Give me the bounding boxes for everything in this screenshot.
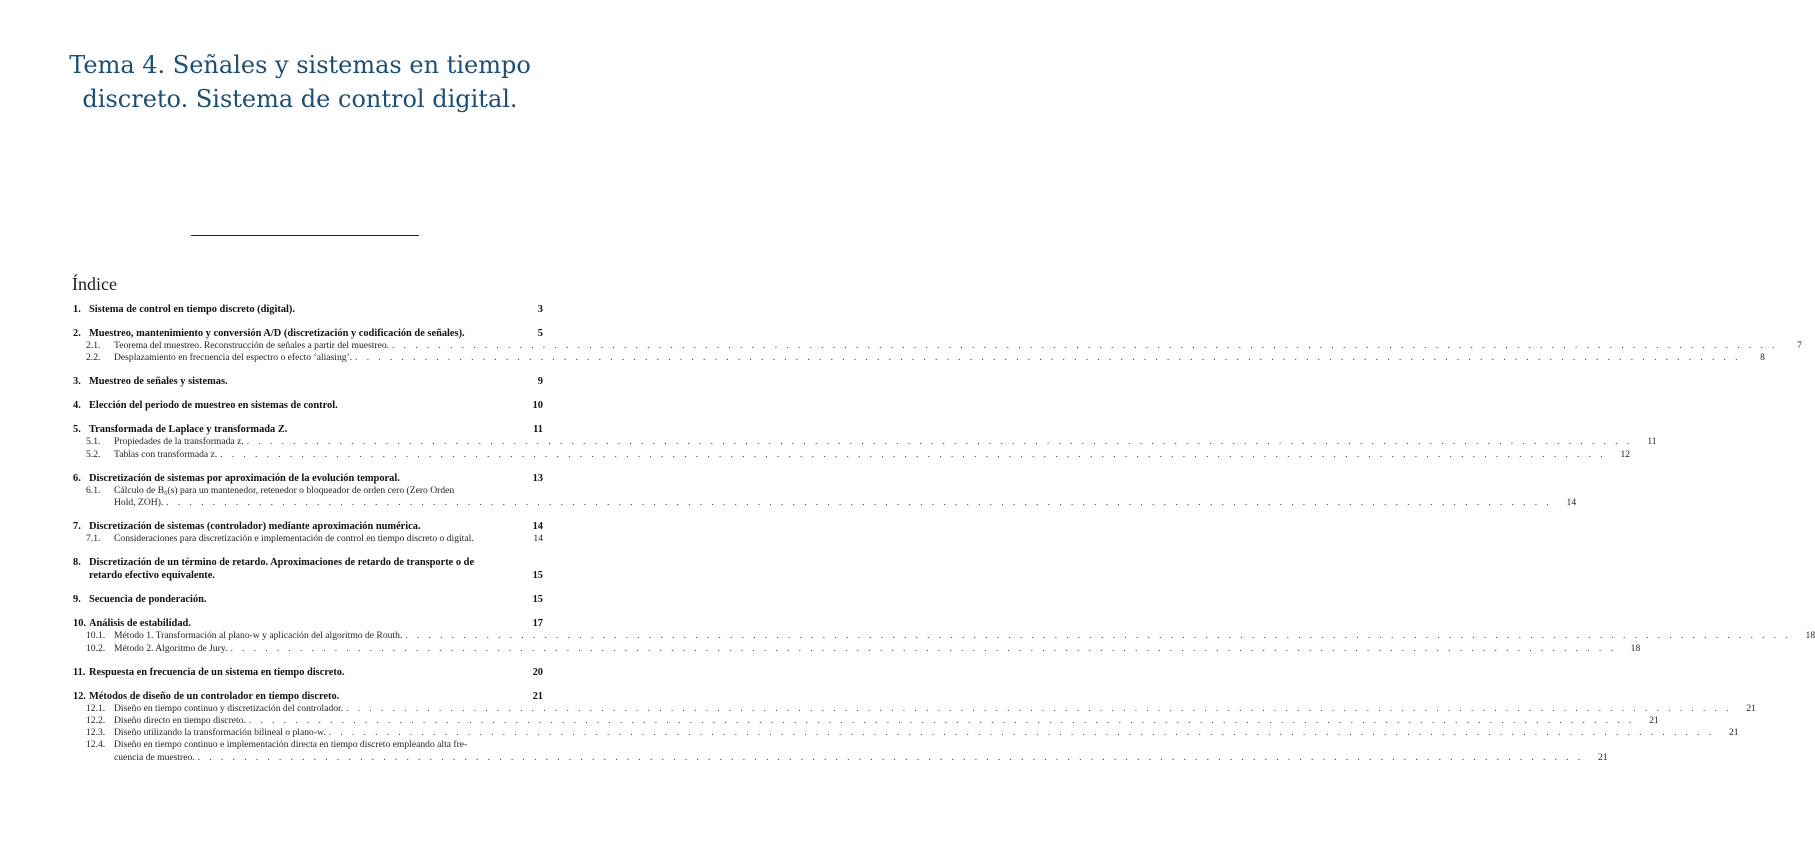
toc-leader-dots: . . . . . . . . . . . . . . . . . . . . . . . . . . . . . . . . . . . . . . . . . . . . . . . . . . . . . . . . . . . . . . . . . . . . . . . . . . . . . . . . . . . . . . . . . . . . . . . . . . . . . . . . . . . . . . . . . . . . . . . . bbox=[248, 715, 1635, 727]
toc-subentry-title: Método 1. Transformación al plano-w y aplicación del algoritmo de Routh. bbox=[114, 630, 403, 642]
toc-entry-number: 3. bbox=[73, 376, 81, 388]
toc-subentry-number: 12.2. bbox=[86, 715, 106, 727]
toc-subentry-page: 21 bbox=[1649, 715, 1659, 727]
toc-subentry-number: 12.3. bbox=[86, 727, 106, 739]
toc-subentry-page: 7 bbox=[1797, 340, 1802, 351]
toc-section bbox=[73, 556, 543, 582]
toc-subentry-title: Desplazamiento en frecuencia del espectro o efecto ‘aliasing’. bbox=[114, 352, 353, 364]
toc-subentry-title: Diseño utilizando la transformación bilineal o plano-w. bbox=[114, 727, 326, 739]
toc-leader-dots: . . . . . . . . . . . . . . . . . . . . . . . . . . . . . . . . . . . . . . . . . . . . . . . . . . . . . . . . . . . . . . . . . . . . . . . . . . . . . . . . . . . . . . . . . . . . . . . . . . . . . . . . . . . . . . . . . . . . . . . . bbox=[355, 352, 1741, 364]
toc-leader-dots: . . . . . . . . . . . . . . . . . . . . . . . . . . . . . . . . . . . . . . . . . . . . . . . . . . . . . . . . . . . . . . . . . . . . . . . . . . . . . . . . . . . . . . . . . . . . . . . . . . . . . . . . . . . . . . . . . . . . . . . . bbox=[197, 751, 1584, 763]
toc-entry-title: Secuencia de ponderación. bbox=[89, 594, 207, 606]
toc-section bbox=[73, 375, 543, 388]
toc-entry-number: 11. bbox=[73, 666, 86, 678]
toc-entry-page: 15 bbox=[532, 594, 543, 606]
toc-subentry[interactable] bbox=[73, 739, 543, 751]
toc-section bbox=[73, 690, 1756, 764]
toc-subentry-continuation[interactable] bbox=[73, 751, 1608, 764]
toc-entry[interactable] bbox=[73, 520, 543, 533]
toc-subentry-page: 14 bbox=[533, 533, 543, 545]
toc-entry-title: Muestreo, mantenimiento y conversión A/D (discretización y codificación de señales). bbox=[89, 328, 465, 339]
toc-subentry[interactable] bbox=[73, 448, 1631, 461]
toc-entry[interactable] bbox=[73, 690, 543, 703]
toc-entry-page: 11 bbox=[533, 424, 543, 436]
toc-subentry[interactable] bbox=[73, 436, 1657, 448]
toc-subentry-number: 12.4. bbox=[86, 739, 106, 751]
toc-subentry-page: 21 bbox=[1597, 751, 1608, 763]
toc-subentry-number: 2.2. bbox=[86, 352, 101, 364]
toc-entry-number: 8. bbox=[73, 557, 81, 569]
toc-subentry-title: Consideraciones para discretización e implementación de control en tiempo discreto o digital. bbox=[114, 533, 474, 545]
toc-section bbox=[73, 520, 543, 545]
toc-subentry-title: Diseño en tiempo continuo y discretización del controlador. bbox=[114, 702, 344, 714]
toc-entry-page: 9 bbox=[537, 376, 543, 388]
toc-subentry-number: 10.1. bbox=[86, 630, 106, 642]
toc-leader-dots: . . . . . . . . . . . . . . . . . . . . . . . . . . . . . . . . . . . . . . . . . . . . . . . . . . . . . . . . . . . . . . . . . . . . . . . . . . . . . . . . . . . . . . . . . . . . . . . . . . . . . . . . . . . . . . . . . . . . . . . . bbox=[166, 497, 1553, 509]
toc-subentry-title: Tablas con transformada z. bbox=[114, 448, 218, 460]
toc-subentry-title: Diseño directo en tiempo discreto. bbox=[114, 715, 246, 727]
toc-entry[interactable] bbox=[73, 399, 543, 412]
toc-entry[interactable] bbox=[73, 472, 543, 485]
title-line-2: discreto. Sistema de control digital. bbox=[82, 85, 518, 113]
toc-subentry[interactable] bbox=[73, 630, 1815, 642]
toc-leader-dots: . . . . . . . . . . . . . . . . . . . . . . . . . . . . . . . . . . . . . . . . . . . . . . . . . . . . . . . . . . . . . . . . . . . . . . . . . . . . . . . . . . . . . . . . . . . . . . . . . . . . . . . . . . . . . . . . . . . . . . . . bbox=[392, 340, 1778, 351]
toc-subentry-title: Propiedades de la transformada z. bbox=[114, 436, 244, 448]
toc-entry[interactable] bbox=[73, 593, 543, 606]
toc-subentry[interactable] bbox=[73, 702, 1756, 715]
toc-subentry-title: Teorema del muestreo. Reconstrucción de señales a partir del muestreo. bbox=[114, 340, 390, 351]
toc-entry-title: Respuesta en frecuencia de un sistema en tiempo discreto. bbox=[89, 666, 345, 678]
toc-entry-number: 9. bbox=[73, 594, 81, 606]
toc-subentry-title: Diseño en tiempo continuo e implementación directa en tiempo discreto empleando alta fre- bbox=[114, 739, 468, 751]
toc-entry-page: 13 bbox=[532, 472, 543, 484]
toc-entry-number: 2. bbox=[73, 328, 81, 339]
toc-subentry-number: 10.2. bbox=[86, 642, 106, 654]
toc-entry[interactable] bbox=[73, 303, 543, 316]
title-line-1: Tema 4. Señales y sistemas en tiempo bbox=[69, 51, 531, 79]
toc-entry-page: 10 bbox=[532, 400, 543, 412]
toc-subentry-number: 7.1. bbox=[86, 533, 101, 545]
toc-entry-page: 17 bbox=[532, 618, 543, 630]
toc-entry[interactable] bbox=[73, 327, 543, 340]
toc-subentry-number: 6.1. bbox=[86, 484, 101, 496]
toc-subentry-page: 21 bbox=[1746, 702, 1756, 714]
toc-entry-title: Discretización de sistemas (controlador) mediante aproximación numérica. bbox=[89, 521, 421, 533]
toc-section bbox=[73, 617, 1815, 654]
toc-entry-title: Sistema de control en tiempo discreto (digital). bbox=[89, 304, 295, 315]
toc-entry-number: 4. bbox=[73, 400, 81, 412]
toc-section bbox=[73, 593, 543, 606]
toc-section bbox=[73, 399, 543, 412]
title-divider bbox=[191, 235, 419, 236]
toc-entry-number: 10. bbox=[73, 618, 86, 630]
toc-entry-title: Elección del periodo de muestreo en sistemas de control. bbox=[89, 400, 338, 412]
toc-subentry-title-cont: Hold, ZOH). bbox=[114, 497, 164, 509]
toc-subentry-page: 8 bbox=[1760, 352, 1765, 364]
toc-subentry-title-cont: cuencia de muestreo. bbox=[114, 751, 195, 763]
toc-entry-title: Discretización de un término de retardo. Aproximaciones de retardo de transporte o de bbox=[89, 557, 475, 569]
toc-subentry[interactable] bbox=[73, 533, 543, 545]
toc-entry-title: Métodos de diseño de un controlador en tiempo discreto. bbox=[89, 690, 340, 702]
toc-entry-page: 5 bbox=[537, 328, 543, 339]
toc-section bbox=[73, 666, 543, 679]
toc-subentry[interactable] bbox=[73, 727, 1739, 739]
toc-entry-page: 15 bbox=[532, 570, 543, 582]
toc-subentry[interactable] bbox=[73, 642, 1641, 655]
toc-subentry[interactable] bbox=[73, 485, 543, 497]
toc-subentry-number: 2.1. bbox=[86, 340, 101, 351]
toc-leader-dots: . . . . . . . . . . . . . . . . . . . . . . . . . . . . . . . . . . . . . . . . . . . . . . . . . . . . . . . . . . . . . . . . . . . . . . . . . . . . . . . . . . . . . . . . . . . . . . . . . . . . . . . . . . . . . . . . . . . . . . . . bbox=[346, 702, 1732, 714]
toc-entry-number: 7. bbox=[73, 521, 81, 533]
toc-subentry-number: 5.2. bbox=[86, 448, 101, 460]
toc-subentry-continuation[interactable] bbox=[73, 497, 1577, 509]
toc-entry-number: 6. bbox=[73, 472, 81, 484]
toc-section bbox=[73, 303, 543, 316]
toc-subentry-page: 18 bbox=[1630, 642, 1641, 654]
toc-leader-dots: . . . . . . . . . . . . . . . . . . . . . . . . . . . . . . . . . . . . . . . . . . . . . . . . . . . . . . . . . . . . . . . . . . . . . . . . . . . . . . . . . . . . . . . . . . . . . . . . . . . . . . . . . . . . . . . . . . . . . . . . bbox=[220, 448, 1607, 460]
toc-subentry-page: 12 bbox=[1620, 448, 1631, 460]
index-heading: Índice bbox=[72, 274, 117, 294]
toc-entry-number: 5. bbox=[73, 424, 81, 436]
toc-entry[interactable] bbox=[73, 375, 543, 388]
toc-entry-page: 14 bbox=[532, 521, 543, 533]
toc-entry[interactable] bbox=[73, 556, 543, 569]
toc-entry[interactable] bbox=[73, 423, 543, 436]
toc-section bbox=[73, 327, 1802, 364]
toc-subentry-title: Método 2. Algoritmo de Jury. bbox=[114, 642, 228, 654]
toc-leader-dots: . . . . . . . . . . . . . . . . . . . . . . . . . . . . . . . . . . . . . . . . . . . . . . . . . . . . . . . . . . . . . . . . . . . . . . . . . . . . . . . . . . . . . . . . . . . . . . . . . . . . . . . . . . . . . . . . . . . . . . . . bbox=[230, 642, 1617, 654]
toc-entry-page: 3 bbox=[537, 304, 543, 315]
toc-subentry-page: 18 bbox=[1805, 630, 1815, 642]
toc-entry-title: Transformada de Laplace y transformada Z. bbox=[89, 424, 288, 436]
toc-entry-page: 20 bbox=[532, 666, 543, 678]
toc-entry[interactable] bbox=[73, 666, 543, 679]
toc-entry-title: Análisis de estabilidad. bbox=[89, 618, 191, 630]
toc-subentry[interactable] bbox=[73, 352, 1765, 364]
toc-leader-dots: . . . . . . . . . . . . . . . . . . . . . . . . . . . . . . . . . . . . . . . . . . . . . . . . . . . . . . . . . . . . . . . . . . . . . . . . . . . . . . . . . . . . . . . . . . . . . . . . . . . . . . . . . . . . . . . . . . . . . . . . bbox=[328, 727, 1715, 739]
toc-subentry[interactable] bbox=[73, 715, 1659, 727]
toc-subentry-page: 14 bbox=[1566, 497, 1577, 509]
toc-entry-number: 12. bbox=[73, 690, 86, 702]
toc-entry[interactable] bbox=[73, 617, 543, 630]
toc-leader-dots: . . . . . . . . . . . . . . . . . . . . . . . . . . . . . . . . . . . . . . . . . . . . . . . . . . . . . . . . . . . . . . . . . . . . . . . . . . . . . . . . . . . . . . . . . . . . . . . . . . . . . . . . . . . . . . . . . . . . . . . . bbox=[246, 436, 1633, 448]
toc-entry-title: Muestreo de señales y sistemas. bbox=[89, 376, 228, 388]
toc-entry-page: 21 bbox=[532, 690, 543, 702]
toc-entry-number: 1. bbox=[73, 304, 81, 315]
toc-leader-dots: . . . . . . . . . . . . . . . . . . . . . . . . . . . . . . . . . . . . . . . . . . . . . . . . . . . . . . . . . . . . . . . . . . . . . . . . . . . . . . . . . . . . . . . . . . . . . . . . . . . . . . . . . . . . . . . . . . . . . . . . bbox=[405, 630, 1792, 642]
toc-section bbox=[73, 423, 1657, 460]
toc-entry-title: Discretización de sistemas por aproximación de la evolución temporal. bbox=[89, 472, 400, 484]
toc-entry-continuation[interactable] bbox=[73, 569, 543, 582]
toc-subentry-number: 5.1. bbox=[86, 436, 101, 448]
toc-subentry-title: Cálculo de B₀(s) para un mantenedor, retenedor o bloqueador de orden cero (Zero Orden bbox=[114, 484, 455, 496]
toc-subentry[interactable] bbox=[73, 340, 1802, 352]
toc-subentry-page: 11 bbox=[1647, 436, 1657, 448]
toc-subentry-number: 12.1. bbox=[86, 702, 106, 714]
toc-entry-title-cont: retardo efectivo equivalente. bbox=[89, 570, 215, 582]
table-of-contents bbox=[73, 300, 1815, 764]
document-title bbox=[40, 48, 560, 116]
toc-section bbox=[73, 472, 1577, 509]
toc-subentry-page: 21 bbox=[1728, 727, 1739, 739]
